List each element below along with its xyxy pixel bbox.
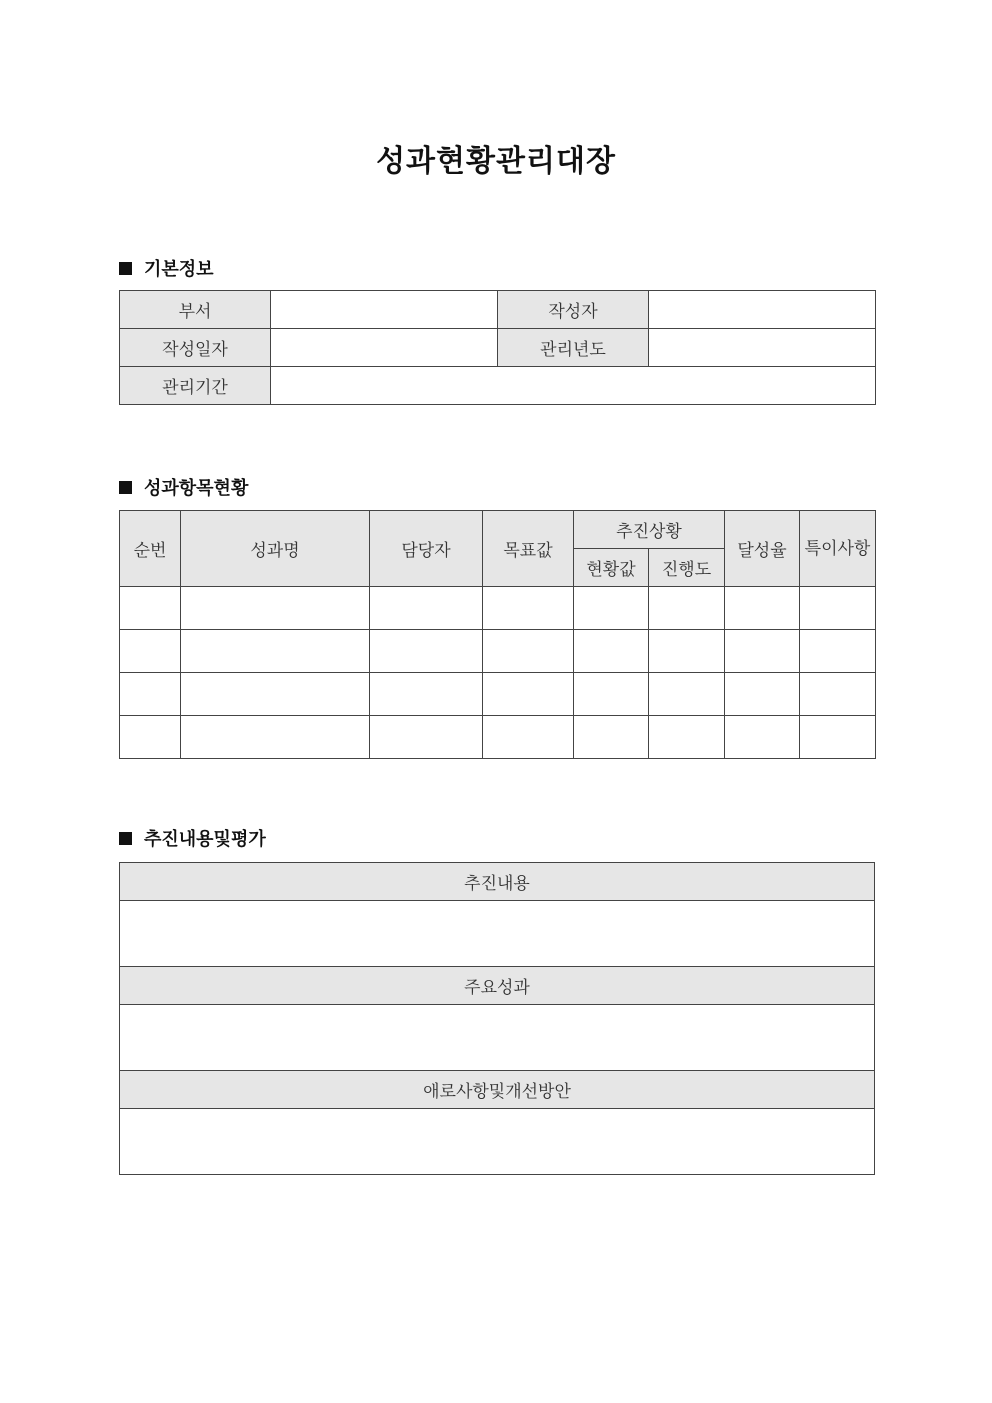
table-cell[interactable] — [181, 716, 370, 759]
table-cell[interactable] — [120, 673, 181, 716]
table-cell[interactable] — [649, 673, 725, 716]
table-cell[interactable] — [800, 716, 876, 759]
year-label: 관리년도 — [498, 329, 649, 367]
table-cell[interactable] — [181, 587, 370, 630]
result-header: 주요성과 — [120, 967, 875, 1005]
table-cell[interactable] — [800, 673, 876, 716]
table-row — [120, 630, 876, 673]
square-bullet-icon — [119, 262, 132, 275]
section-heading-label: 성과항목현황 — [144, 478, 249, 499]
table-cell[interactable] — [483, 716, 574, 759]
table-cell[interactable] — [181, 673, 370, 716]
table-cell[interactable] — [120, 716, 181, 759]
date-field[interactable] — [271, 329, 498, 367]
issues-field[interactable] — [120, 1109, 875, 1175]
result-field[interactable] — [120, 1005, 875, 1071]
page-title: 성과현황관리대장 — [376, 144, 616, 179]
year-field[interactable] — [649, 329, 876, 367]
col-header-current: 현황값 — [574, 549, 649, 587]
section-heading-items — [119, 474, 248, 500]
col-header-manager: 담당자 — [370, 511, 483, 587]
square-bullet-icon — [119, 481, 132, 494]
table-cell[interactable] — [370, 587, 483, 630]
author-label: 작성자 — [498, 291, 649, 329]
table-row — [120, 673, 876, 716]
section-heading-label: 추진내용및평가 — [144, 829, 266, 850]
section-heading-label: 기본정보 — [144, 259, 214, 280]
table-cell[interactable] — [370, 630, 483, 673]
issues-header: 애로사항및개선방안 — [120, 1071, 875, 1109]
table-row — [120, 587, 876, 630]
col-header-target: 목표값 — [483, 511, 574, 587]
table-cell[interactable] — [649, 587, 725, 630]
items-table — [119, 510, 876, 759]
table-cell[interactable] — [574, 716, 649, 759]
table-cell[interactable] — [120, 630, 181, 673]
table-cell[interactable] — [120, 587, 181, 630]
table-cell[interactable] — [800, 587, 876, 630]
content-field[interactable] — [120, 901, 875, 967]
table-cell[interactable] — [483, 673, 574, 716]
col-header-status: 추진상황 — [574, 511, 725, 549]
table-cell[interactable] — [483, 587, 574, 630]
table-cell[interactable] — [370, 716, 483, 759]
author-field[interactable] — [649, 291, 876, 329]
section-heading-progress — [119, 825, 266, 851]
table-cell[interactable] — [725, 673, 800, 716]
date-label: 작성일자 — [120, 329, 271, 367]
table-cell[interactable] — [725, 587, 800, 630]
table-cell[interactable] — [649, 716, 725, 759]
period-field[interactable] — [271, 367, 876, 405]
col-header-rate: 달성율 — [725, 511, 800, 587]
table-cell[interactable] — [483, 630, 574, 673]
table-cell[interactable] — [725, 716, 800, 759]
col-header-no: 순번 — [120, 511, 181, 587]
table-cell[interactable] — [725, 630, 800, 673]
col-header-note: 특이사항 — [800, 511, 876, 587]
table-cell[interactable] — [181, 630, 370, 673]
table-cell[interactable] — [800, 630, 876, 673]
basic-info-table — [119, 290, 876, 405]
content-header: 추진내용 — [120, 863, 875, 901]
table-cell[interactable] — [649, 630, 725, 673]
department-field[interactable] — [271, 291, 498, 329]
table-cell[interactable] — [574, 673, 649, 716]
period-label: 관리기간 — [120, 367, 271, 405]
evaluation-table — [119, 862, 875, 1175]
table-row — [120, 716, 876, 759]
col-header-name: 성과명 — [181, 511, 370, 587]
section-heading-basic — [119, 255, 214, 281]
table-cell[interactable] — [574, 587, 649, 630]
department-label: 부서 — [120, 291, 271, 329]
col-header-progress: 진행도 — [649, 549, 725, 587]
table-cell[interactable] — [574, 630, 649, 673]
square-bullet-icon — [119, 832, 132, 845]
table-cell[interactable] — [370, 673, 483, 716]
